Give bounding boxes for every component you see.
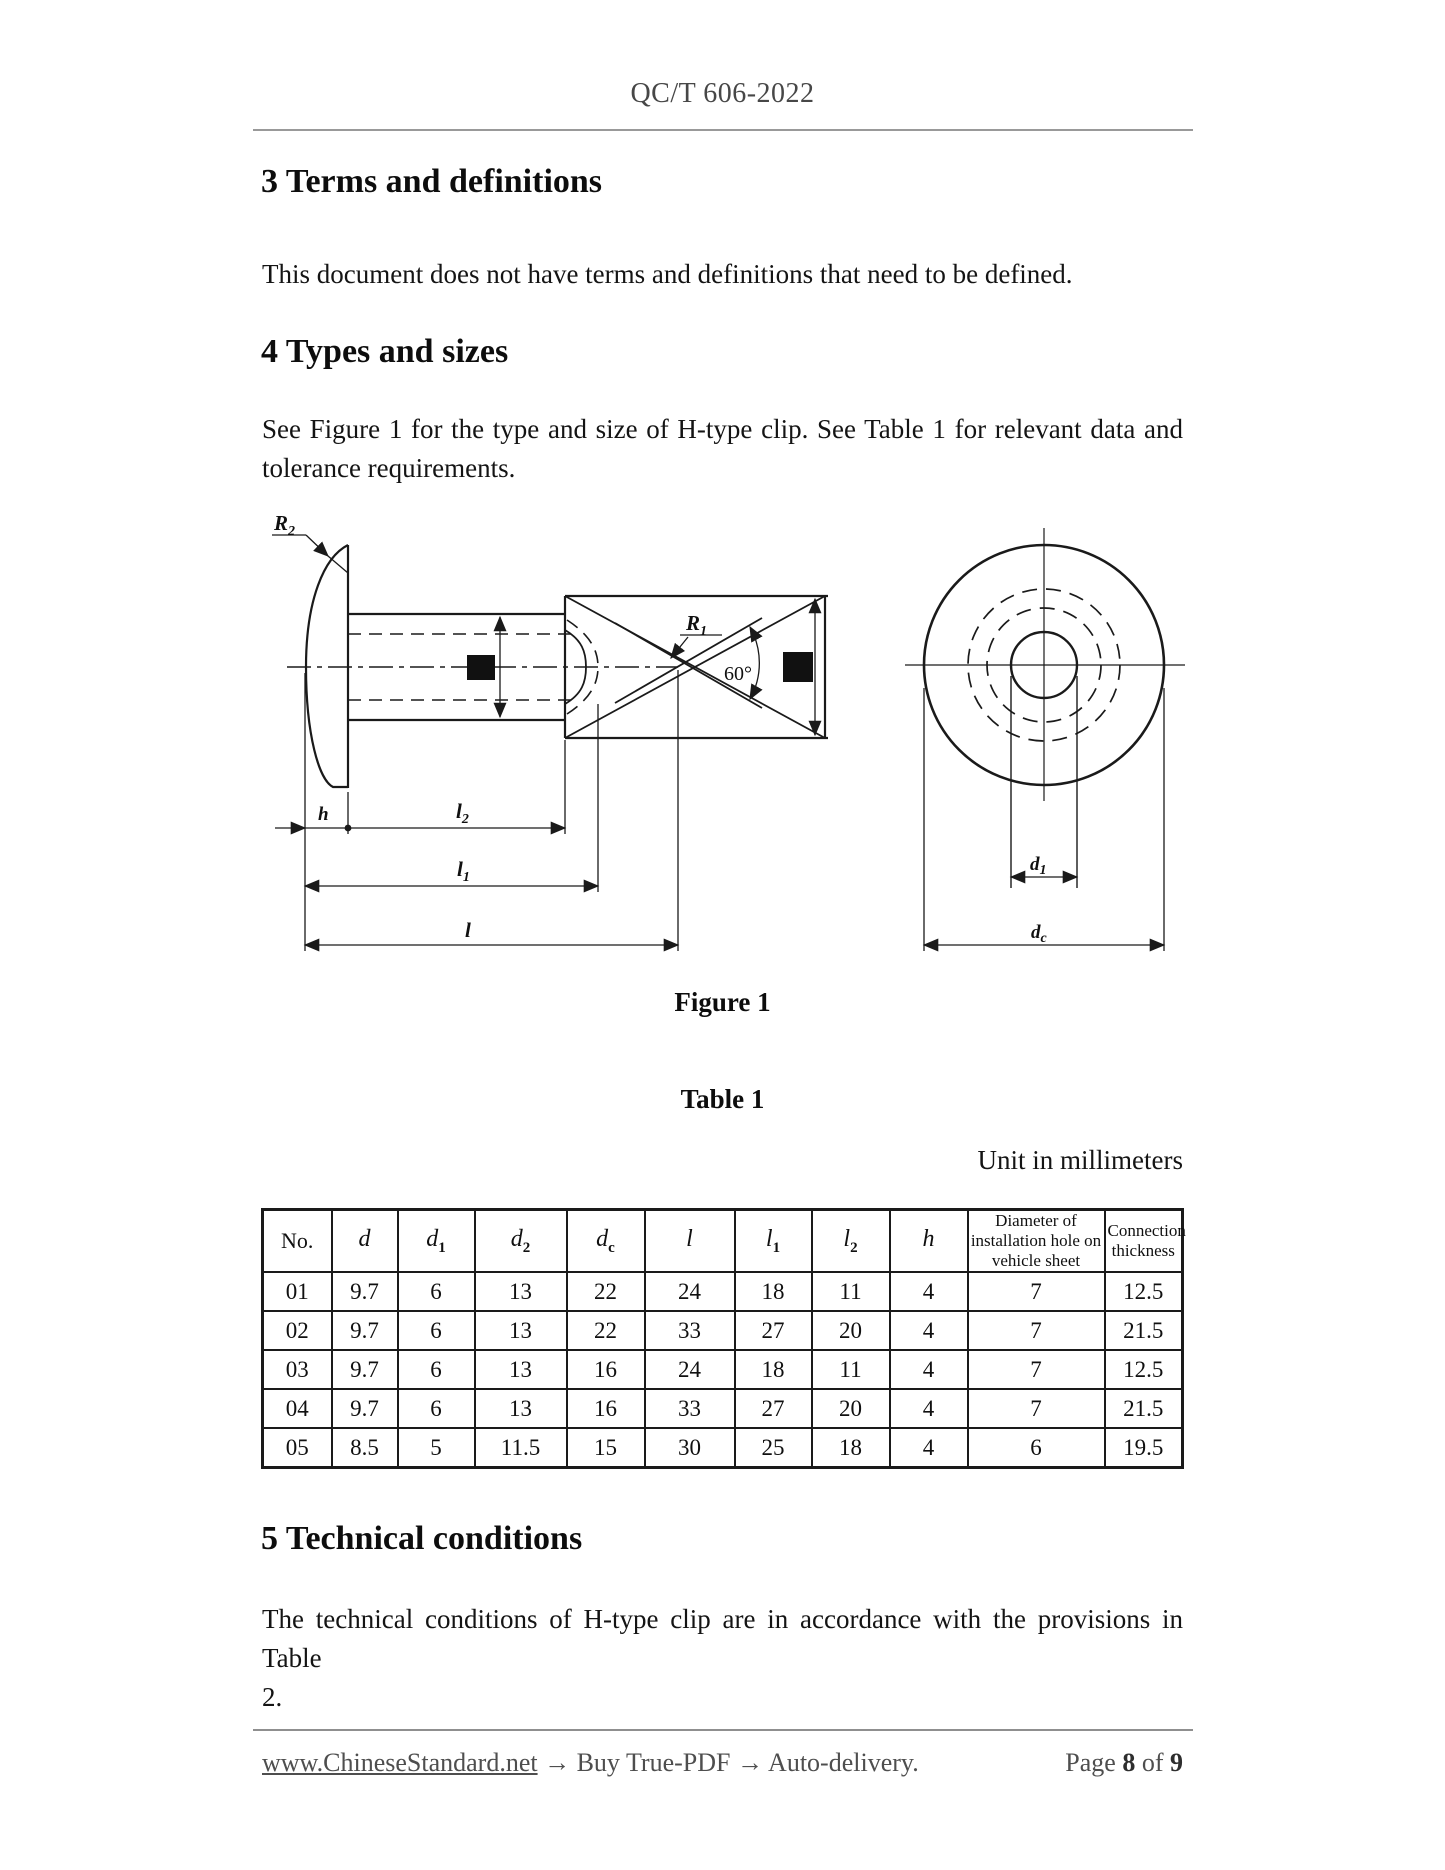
table-1 [261,1208,1184,1469]
cell: 13 [475,1311,567,1350]
page-header-title: QC/T 606-2022 [630,78,815,109]
cell: 18 [735,1272,812,1311]
cell: 4 [890,1350,968,1389]
column-header-h: h [890,1210,968,1273]
cell: 22 [567,1272,645,1311]
cell: 02 [263,1311,332,1350]
cell: 6 [398,1350,475,1389]
column-header-d1: $d_1$ [398,1210,475,1273]
cell: 4 [890,1389,968,1428]
table-row [263,1311,1183,1350]
page-indicator [1065,1748,1183,1778]
cell: 8.5 [332,1428,398,1468]
dimension-label-h: h [318,804,329,825]
cell: 30 [645,1428,735,1468]
dimension-label-l2: $l_2$ [456,799,469,827]
cell: 27 [735,1311,812,1350]
cell: 9.7 [332,1389,398,1428]
page-footer [262,1748,1183,1778]
section-4-body-line-2: tolerance requirements. [262,453,516,483]
page-total: 9 [1170,1748,1183,1777]
footer-rule [253,1729,1193,1731]
cell: 11 [812,1350,890,1389]
cell: 33 [645,1311,735,1350]
cell: 12.5 [1105,1272,1183,1311]
figure-1-caption: Figure 1 [674,987,771,1017]
cell: 7 [968,1389,1105,1428]
section-mark-square [783,652,813,682]
cell: 16 [567,1389,645,1428]
side-view-dimensions [272,535,815,951]
section-5-body-line-2: 2. [262,1682,283,1712]
cell: 24 [645,1272,735,1311]
dimension-label-R2: $R_2$ [274,511,296,539]
cell: 9.7 [332,1311,398,1350]
cell: 21.5 [1105,1389,1183,1428]
cell: 21.5 [1105,1311,1183,1350]
section-5-body [262,1600,1183,1717]
cell: 11.5 [475,1428,567,1468]
column-header-dc: $d_c$ [567,1210,645,1273]
cell: 18 [812,1428,890,1468]
cell: 4 [890,1311,968,1350]
cell: 4 [890,1428,968,1468]
clip-front-view [905,528,1185,951]
cell: 12.5 [1105,1350,1183,1389]
clip-head-outline [306,545,348,787]
table-row [263,1389,1183,1428]
cell: 7 [968,1311,1105,1350]
column-header-l: l [645,1210,735,1273]
cell: 9.7 [332,1272,398,1311]
table-row [263,1350,1183,1389]
of-word: of [1141,1748,1164,1777]
cell: 5 [398,1428,475,1468]
column-header-l2: $l_2$ [812,1210,890,1273]
section-mark-square [467,655,495,680]
header-rule [253,129,1193,131]
cell: 15 [567,1428,645,1468]
column-header-d: d [332,1210,398,1273]
cell: 6 [398,1272,475,1311]
cell: 9.7 [332,1350,398,1389]
cell: 7 [968,1272,1105,1311]
section-4-body-line-1: See Figure 1 for the type and size of H-type clip. See Table 1 for relevant data and [262,414,1183,444]
cell: 25 [735,1428,812,1468]
section-5-heading: 5 Technical conditions [261,1520,583,1557]
cell: 27 [735,1389,812,1428]
column-header-no: No. [263,1210,332,1273]
dimension-label-R1: $R_1$ [686,611,708,639]
cell: 19.5 [1105,1428,1183,1468]
cell: 20 [812,1389,890,1428]
table-row [263,1272,1183,1311]
cell: 4 [890,1272,968,1311]
footer-tagline: → Buy True-PDF → Auto-delivery. [537,1748,919,1777]
cell: 11 [812,1272,890,1311]
dimension-label-l1: $l_1$ [457,857,470,885]
cell: 7 [968,1350,1105,1389]
cell: 18 [735,1350,812,1389]
cell: 6 [398,1311,475,1350]
cell: 22 [567,1311,645,1350]
dimension-label-l: l [465,918,471,942]
dimension-label-d1: $d_1$ [1030,854,1047,878]
page-number: 8 [1122,1748,1136,1777]
cell: 33 [645,1389,735,1428]
footer-link[interactable]: www.ChineseStandard.net [262,1748,538,1777]
cell: 01 [263,1272,332,1311]
cell: 13 [475,1350,567,1389]
cell: 6 [968,1428,1105,1468]
section-3-body: This document does not have terms and definitions that need to be defined. [262,259,1073,289]
cell: 24 [645,1350,735,1389]
section-4-heading: 4 Types and sizes [261,333,509,370]
table-unit-note: Unit in millimeters [977,1145,1183,1175]
dimension-label-60deg: 60° [724,663,752,685]
cell: 6 [398,1389,475,1428]
dimension-label-dc: $d_c$ [1031,922,1047,946]
cell: 16 [567,1350,645,1389]
cell: 05 [263,1428,332,1468]
cell: 13 [475,1389,567,1428]
column-header-d2: $d_2$ [475,1210,567,1273]
column-header-l1: $l_1$ [735,1210,812,1273]
table-1-caption: Table 1 [680,1084,765,1114]
section-5-body-line-1: The technical conditions of H-type clip are in accordance with the provisions in Table [262,1604,1183,1673]
cell: 03 [263,1350,332,1389]
page-word: Page [1065,1748,1116,1777]
column-header-install-hole: Diameter of installation hole on vehicle sheet [968,1210,1105,1273]
column-header-connection-thickness: Connection thickness [1105,1210,1183,1273]
table-row [263,1428,1183,1468]
cell: 20 [812,1311,890,1350]
cell: 13 [475,1272,567,1311]
table-header-row [263,1210,1183,1273]
section-3-heading: 3 Terms and definitions [261,163,603,200]
figure-1-drawing [230,430,1270,970]
cell: 04 [263,1389,332,1428]
